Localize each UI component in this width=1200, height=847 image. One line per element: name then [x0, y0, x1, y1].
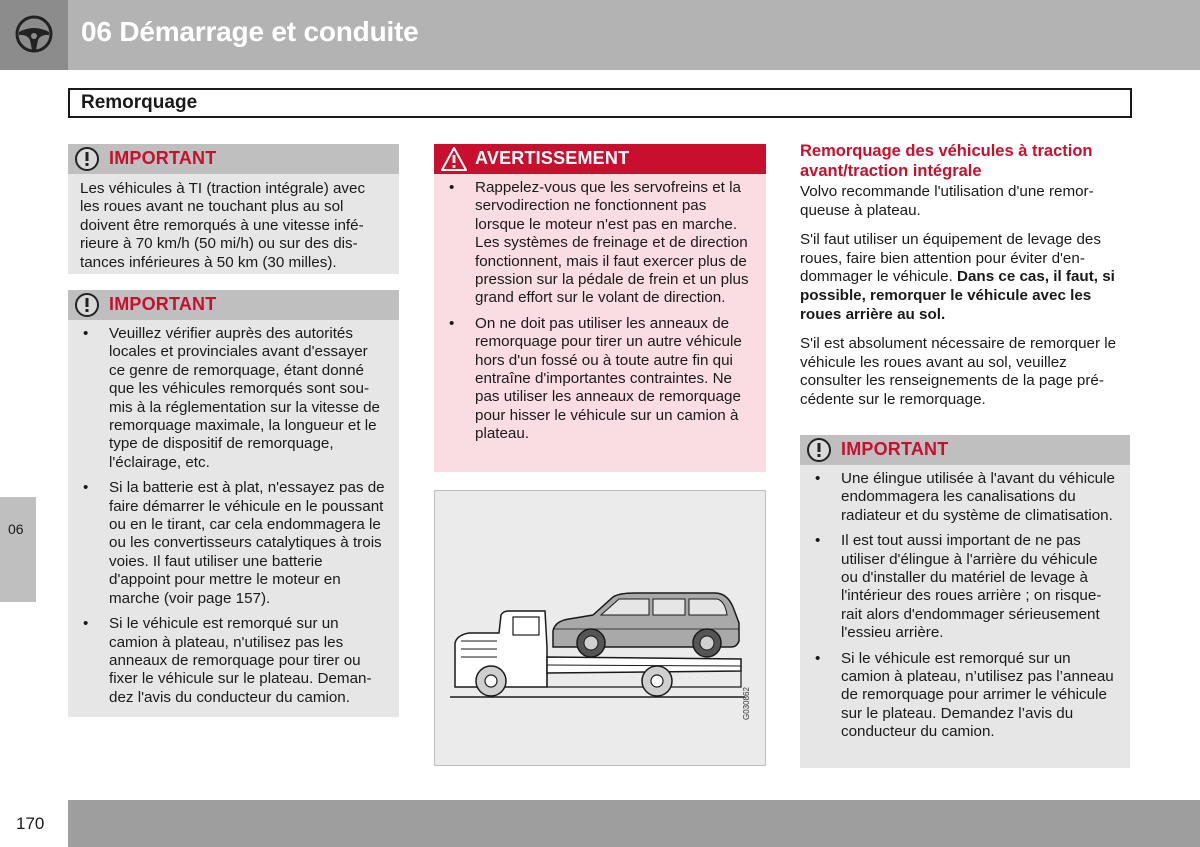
list-item: • Si le véhicule est remorqué sur un camion à plateau, n'utilisez pas les anneaux de remorquage pour tirer ou fixer le véhicule sur le plateau. Demandez l'avis du conducteur du camion. [80, 615, 385, 707]
steering-wheel-icon [14, 14, 54, 54]
important-box-body [68, 320, 399, 717]
warning-box-header [434, 144, 766, 174]
important-exclamation-icon [806, 437, 832, 463]
paragraph-2 [800, 231, 1130, 324]
important-box-header [800, 435, 1130, 465]
important-label: IMPORTANT [109, 294, 217, 314]
list-item: • Si la batterie est à plat, n'essayez pas de faire démarrer le véhicule en le poussant ou en le tirant, car cela endommagera le ou les convertisseurs catalytiques à trois voies. Il faut utiliser une batterie d'appoint pour mettre le moteur en marche (voir page 157). [80, 479, 385, 608]
paragraph-2-bold: Dans ce cas, il faut, si possible, remorquer le véhicule avec les roues arrière au sol. [800, 268, 1115, 323]
important-label: IMPORTANT [841, 439, 949, 459]
important-label: IMPORTANT [109, 148, 217, 168]
section-title: Remorquage [81, 92, 198, 113]
page-number: 170 [16, 814, 45, 833]
important-box-body [800, 465, 1130, 752]
chapter-tab-number: 06 [8, 521, 24, 537]
warning-list [446, 179, 752, 444]
right-column [800, 142, 1130, 421]
page-header [0, 0, 1200, 70]
chapter-side-tab [0, 497, 36, 602]
important-list [80, 325, 385, 707]
important-box-header [68, 290, 399, 320]
flatbed-tow-illustration [434, 490, 766, 766]
list-item: • On ne doit pas utiliser les anneaux de remorquage pour tirer un autre véhicule hors d'un fossé ou à toute autre fin qui entraîne d'importantes contraintes. Ne pas utiliser les anneaux de remorquage pour hisser le véhicule sur un camion à plateau. [446, 315, 752, 444]
warning-triangle-icon [440, 146, 468, 172]
warning-box [434, 144, 766, 472]
important-box-body [68, 174, 399, 282]
list-item: • Une élingue utilisée à l'avant du véhicule endommagera les canalisations du radiateur et du système de climatisation. [812, 470, 1116, 525]
important-list [812, 470, 1116, 742]
page-footer-bar [0, 800, 1200, 847]
paragraph-2-text: S'il faut utiliser un équipement de levage des roues, faire bien attention pour éviter d'endommager le véhicule. [800, 231, 1101, 286]
paragraph-1: Volvo recommande l'utilisation d'une remorqueuse à plateau. [800, 183, 1094, 219]
chapter-title: 06 Démarrage et conduite [81, 16, 419, 47]
subsection-heading: Remorquage des véhicules à traction avant/traction intégrale [800, 142, 1093, 180]
warning-box-body [434, 174, 766, 454]
list-item: • Veuillez vérifier auprès des autorités locales et provinciales avant d'essayer ce genre de remorquage, étant donné que les véhicules remorqués sont soumis à la réglementation sur la vitesse de remorquage maximale, la longueur et le type de dispositif de remorquage, l'éclairage, etc. [80, 325, 385, 472]
important-text: Les véhicules à TI (traction intégrale) avec les roues avant ne touchant plus au sol doivent être remorqués à une vitesse inférieure à 70 km/h (50 mi/h) ou sur des distances inférieures à 50 km (30 milles). [80, 180, 366, 271]
page-number-box [0, 800, 68, 847]
list-item: • Si le véhicule est remorqué sur un camion à plateau, n’utilisez pas l’anneau de remorquage pour arrimer le véhicule sur le plateau. Demandez l’avis du conducteur du camion. [812, 650, 1116, 742]
important-box-2 [68, 290, 399, 717]
tow-truck-with-car-image [435, 491, 765, 765]
warning-label: AVERTISSEMENT [475, 148, 630, 168]
figure-code: G030862 [742, 687, 751, 720]
list-item: • Rappelez-vous que les servofreins et la servodirection ne fonctionnent pas lorsque le moteur n'est pas en marche. Les systèmes de freinage et de direction fonctionnent, mais il faut exercer plus de pression sur la pédale de frein et un plus grand effort sur le volant de direction. [446, 179, 752, 308]
important-box-3 [800, 435, 1130, 768]
important-exclamation-icon [74, 146, 100, 172]
header-icon-box [0, 0, 68, 70]
section-title-bar [68, 88, 1132, 118]
important-exclamation-icon [74, 292, 100, 318]
important-box-header [68, 144, 399, 174]
important-box-1 [68, 144, 399, 274]
paragraph-3: S'il est absolument nécessaire de remorquer le véhicule les roues avant au sol, veuillez consulter les renseignements de la page précédente sur le remorquage. [800, 335, 1117, 408]
list-item: • Il est tout aussi important de ne pas utiliser d'élingue à l'arrière du véhicule ou d'installer du matériel de levage à l'intérieur des roues arrière ; on risquerait alors d'endommager sérieusement l'essieu arrière. [812, 532, 1116, 642]
